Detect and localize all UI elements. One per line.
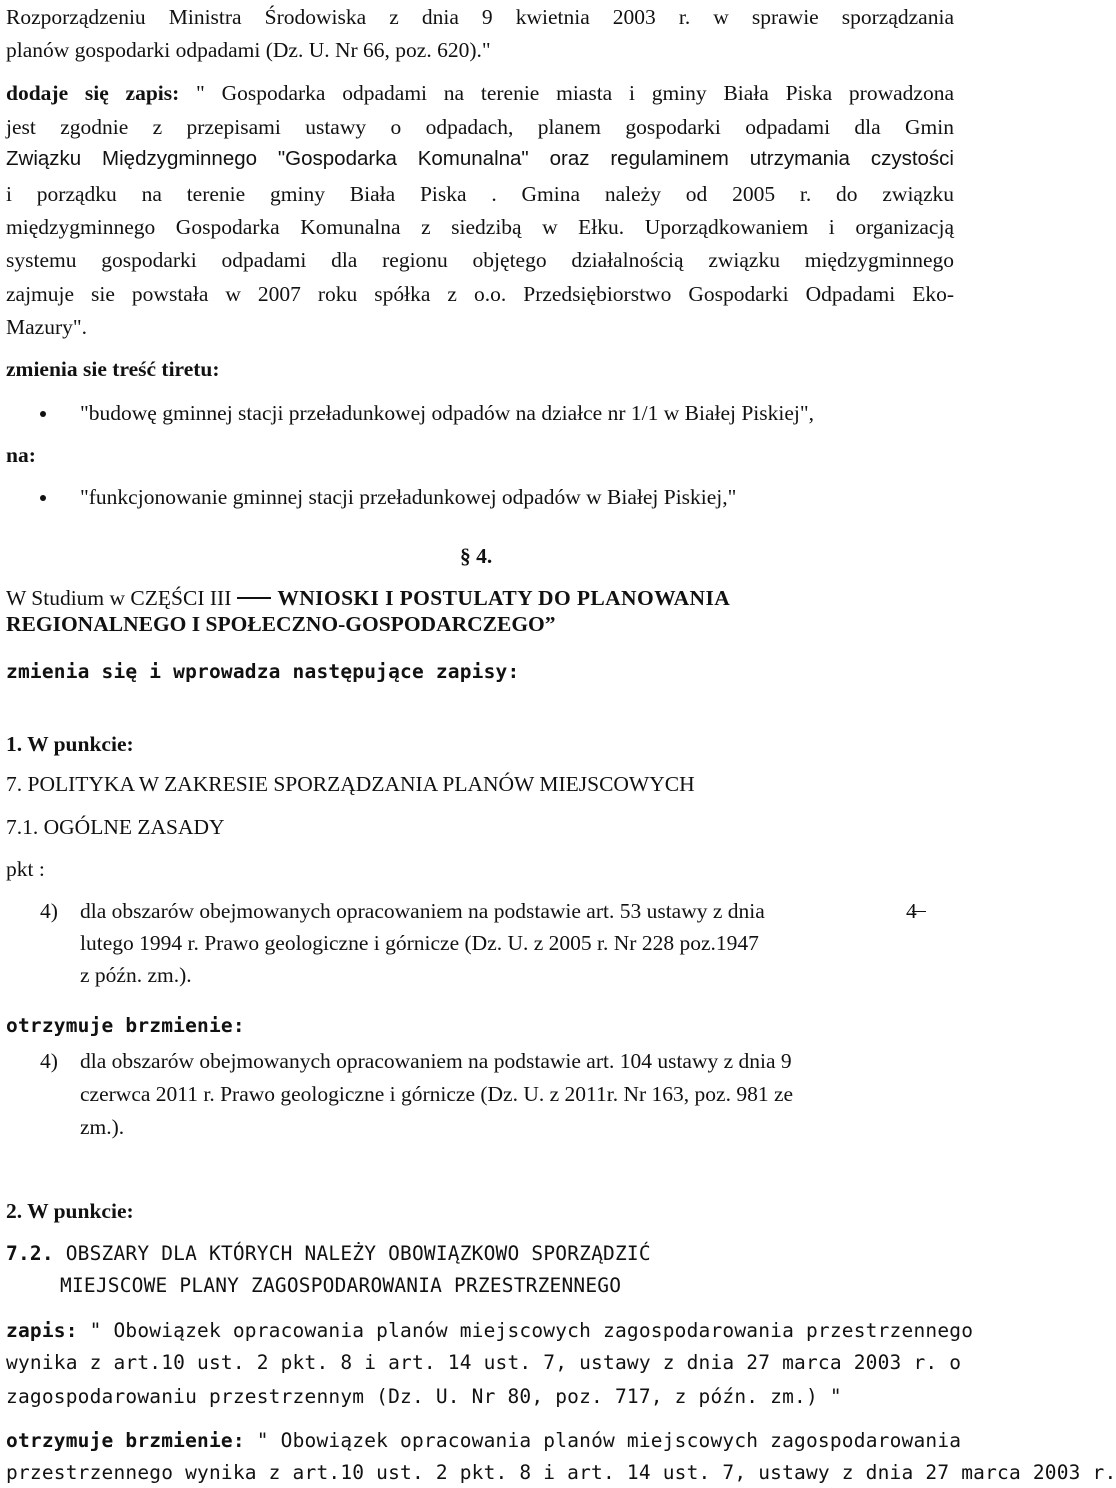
paragraph-line: systemu gospodarki odpadami dla regionu objętego działalnością związku międzygminnego	[6, 248, 954, 272]
item-text: lutego 1994 r. Prawo geologiczne i górnicze (Dz. U. z 2005 r. Nr 228 poz.1947	[80, 931, 759, 955]
paragraph-line: Związku Międzygminnego "Gospodarka Komunalna" oraz regulaminem utrzymania czystości	[6, 147, 954, 170]
bullet-icon	[40, 495, 46, 501]
paragraph-line: przestrzennego wynika z art.10 ust. 2 pkt. 8 i art. 14 ust. 7, ustawy z dnia 27 marca 2003 r.	[6, 1461, 1116, 1484]
paragraph-line: Mazury".	[6, 315, 88, 339]
dash-icon	[237, 597, 271, 599]
paragraph-line: zajmuje sie powstała w 2007 roku spółka z o.o. Przedsiębiorstwo Gospodarki Odpadami Eko-	[6, 282, 954, 306]
section-title-line	[6, 1241, 954, 1267]
point-heading: 2. W punkcie:	[6, 1199, 134, 1223]
struck-digit-text: 4	[906, 899, 917, 923]
list-item-text: "funkcjonowanie gminnej stacji przeładunkowej odpadów w Białej Piskiej,"	[80, 485, 737, 509]
paragraph-line: planów gospodarki odpadami (Dz. U. Nr 66, poz. 620)."	[6, 38, 491, 62]
amendment-label: dodaje się zapis:	[6, 81, 180, 105]
item-text: zm.).	[80, 1115, 125, 1139]
item-text: dla obszarów obejmowanych opracowaniem na podstawie art. 53 ustawy z dnia	[80, 899, 765, 923]
item-text: z późn. zm.).	[80, 963, 192, 987]
section-heading-line: REGIONALNEGO I SPOŁECZNO-GOSPODARCZEGO”	[6, 612, 556, 636]
zapis-text: " Obowiązek opracowania planów miejscowych zagospodarowania przestrzennego	[77, 1319, 974, 1342]
amendment-line	[6, 80, 954, 106]
point-heading: 1. W punkcie:	[6, 732, 134, 756]
otrzymuje-line	[6, 1428, 962, 1454]
otrzymuje-text: " Obowiązek opracowania planów miejscowych zagospodarowania	[244, 1429, 962, 1452]
policy-title: 7. POLITYKA W ZAKRESIE SPORZĄDZANIA PLANÓW MIEJSCOWYCH	[6, 772, 695, 796]
section-intro: zmienia się i wprowadza następujące zapisy:	[6, 660, 520, 683]
otrzymuje-label: otrzymuje brzmienie:	[6, 1429, 245, 1452]
strike-line	[912, 911, 926, 912]
change-label: zmienia sie treść tiretu:	[6, 357, 220, 381]
section-number: 7.2.	[6, 1242, 54, 1265]
item-text: czerwca 2011 r. Prawo geologiczne i górnicze (Dz. U. z 2011r. Nr 163, poz. 981 ze	[80, 1082, 794, 1106]
bullet-icon	[40, 411, 46, 417]
paragraph-line: Rozporządzeniu Ministra Środowiska z dnia 9 kwietnia 2003 r. w sprawie sporządzania	[6, 5, 954, 29]
item-text: dla obszarów obejmowanych opracowaniem na podstawie art. 104 ustawy z dnia 9	[80, 1049, 792, 1073]
struck-digit	[906, 898, 917, 924]
list-item-text: "budowę gminnej stacji przeładunkowej odpadów na działce nr 1/1 w Białej Piskiej",	[80, 401, 815, 425]
paragraph-line: międzygminnego Gospodarka Komunalna z siedzibą w Ełku. Uporządkowaniem i organizacją	[6, 215, 954, 239]
section-title-line: MIEJSCOWE PLANY ZAGOSPODAROWANIA PRZESTRZENNEGO	[60, 1274, 622, 1297]
paragraph-line: i porządku na terenie gminy Biała Piska . Gmina należy od 2005 r. do związku	[6, 182, 954, 206]
na-label: na:	[6, 443, 36, 467]
item-number: 4)	[40, 899, 58, 923]
section-marker: § 4.	[460, 544, 493, 568]
zapis-line	[6, 1318, 974, 1344]
section-heading-prefix: W Studium w CZĘŚCI III	[6, 586, 232, 610]
policy-subtitle: 7.1. OGÓLNE ZASADY	[6, 815, 225, 839]
pkt-label: pkt :	[6, 857, 45, 881]
section-heading-line	[6, 585, 954, 611]
section-title-text: OBSZARY DLA KTÓRYCH NALEŻY OBOWIĄZKOWO SPORZĄDZIĆ	[65, 1242, 651, 1265]
paragraph-line: wynika z art.10 ust. 2 pkt. 8 i art. 14 ust. 7, ustawy z dnia 27 marca 2003 r. o	[6, 1351, 962, 1374]
otrzymuje-label: otrzymuje brzmienie:	[6, 1014, 245, 1037]
paragraph-line: zagospodarowaniu przestrzennym (Dz. U. Nr 80, poz. 717, z późn. zm.) "	[6, 1385, 842, 1408]
zapis-label: zapis:	[6, 1319, 78, 1342]
section-heading-bold: WNIOSKI I POSTULATY DO PLANOWANIA	[277, 586, 731, 610]
item-number: 4)	[40, 1049, 58, 1073]
paragraph-line: jest zgodnie z przepisami ustawy o odpadach, planem gospodarki odpadami dla Gmin	[6, 115, 954, 139]
amendment-text: " Gospodarka odpadami na terenie miasta i gminy Biała Piska prowadzona	[179, 81, 954, 105]
